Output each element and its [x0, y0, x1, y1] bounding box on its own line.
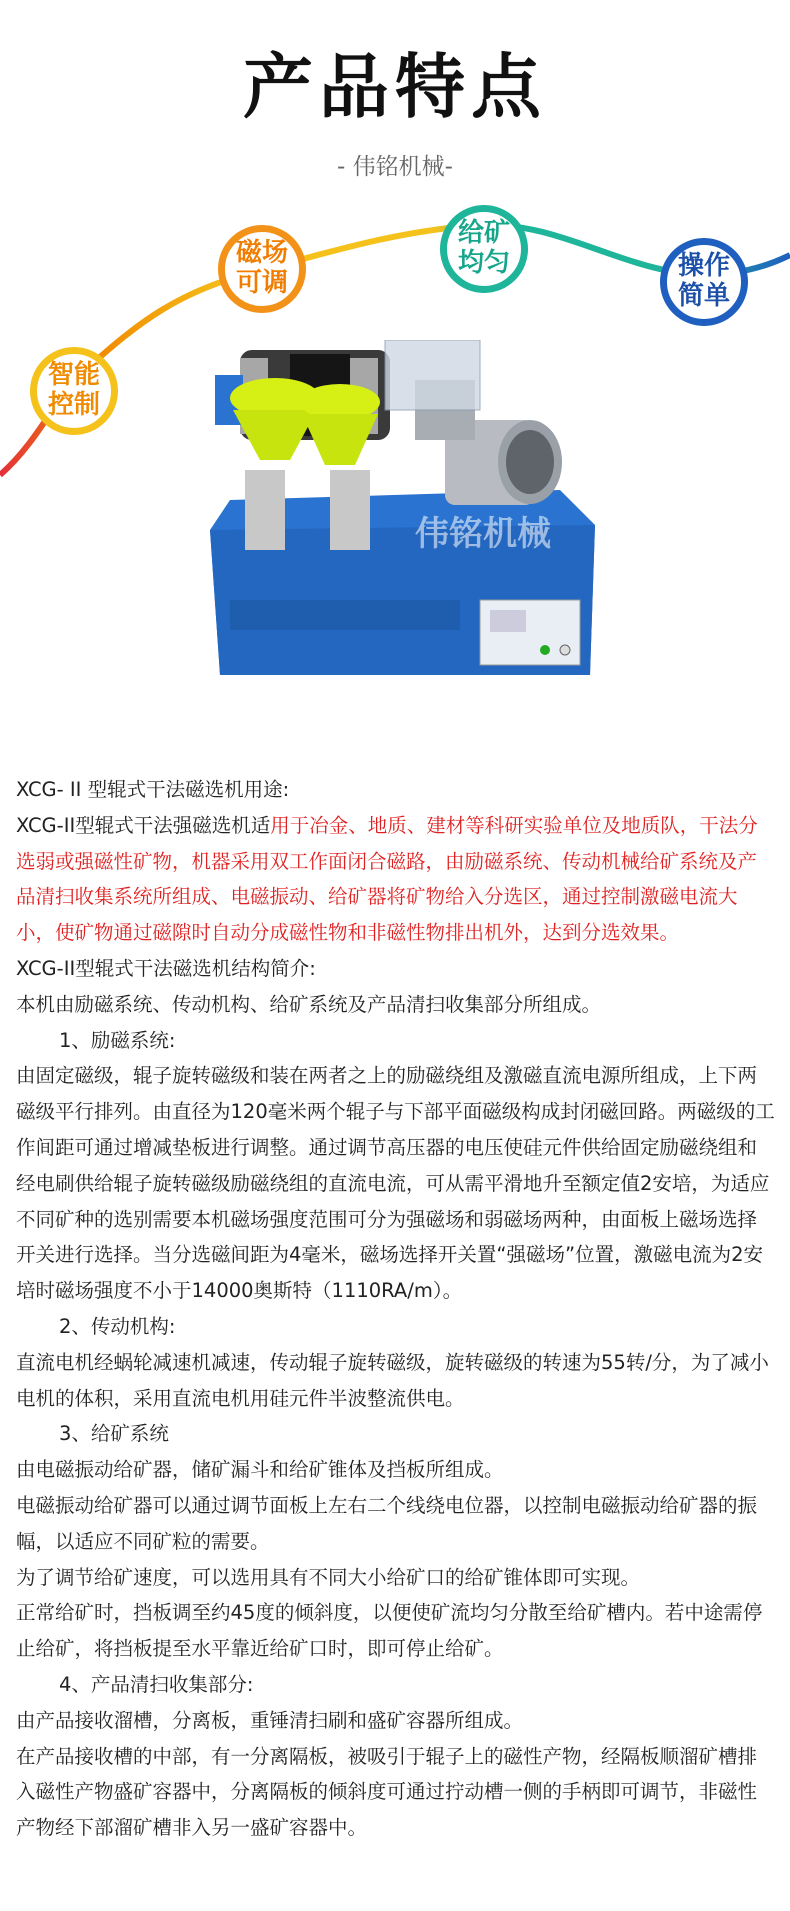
section-3-text-3: 为了调节给矿速度，可以选用具有不同大小给矿口的给矿锥体即可实现。 [16, 1565, 641, 1589]
section-2-heading: 2、传动机构: [59, 1314, 176, 1338]
usage-paragraph [16, 808, 776, 951]
feature-adjustable-field [218, 225, 306, 313]
feature-label: 控制 [47, 390, 100, 420]
section-4-text-1: 由产品接收溜槽，分离板，重锤清扫刷和盛矿容器所组成。 [16, 1708, 524, 1732]
feature-label: 智能 [47, 360, 100, 391]
feature-smart-control [30, 347, 118, 435]
structure-heading: XCG-II型辊式干法磁选机结构简介: [16, 956, 316, 980]
feature-label: 给矿 [457, 218, 510, 249]
section-3-text-4: 正常给矿时，挡板调至约45度的倾斜度，以便使矿流均匀分散至给矿槽内。若中途需停止给矿，将挡板提至水平靠近给矿口时，即可停止给矿。 [16, 1601, 763, 1661]
structure-intro: 本机由励磁系统、传动机构、给矿系统及产品清扫收集部分所组成。 [16, 992, 602, 1016]
machine-watermark: 伟铭机械 [415, 514, 551, 554]
description-body [16, 772, 776, 1846]
section-4-text-2: 在产品接收槽的中部，有一分离隔板，被吸引于辊子上的磁性产物，经隔板顺溜矿槽排入磁性产物盛矿容器中，分离隔板的倾斜度可通过拧动槽一侧的手柄即可调节，非磁性产物经下部溜矿槽非入另一盛矿容器中。 [16, 1744, 758, 1840]
feature-label: 磁场 [235, 238, 288, 269]
usage-heading: XCG- II 型辊式干法磁选机用途: [16, 778, 290, 801]
usage-intro: XCG-II型辊式干法强磁选机适 [16, 813, 271, 837]
section-3-heading: 3、给矿系统 [59, 1422, 169, 1446]
usage-highlight: 用于冶金、地质、建材等科研实验单位及地质队，干法分选弱或强磁性矿物，机器采用双工作面闭合磁路，由励磁系统、传动机械给矿系统及产品清扫收集系统所组成、电磁振动、给矿器将矿物给入分选区，通过控制激磁电流大小，使矿物通过磁隙时自动分成磁性物和非磁性物排出机外，达到分选效果。 [16, 813, 758, 945]
feature-label: 均匀 [457, 248, 510, 278]
machine-illustration [200, 340, 600, 680]
feature-label: 可调 [235, 268, 288, 298]
brand-subtitle: - 伟铭机械- [337, 154, 453, 180]
section-1-text: 由固定磁级，辊子旋转磁级和装在两者之上的励磁绕组及激磁直流电源所组成，上下两磁级平行排列。由直径为120毫米两个辊子与下部平面磁级构成封闭磁回路。两磁级的工作间距可通过增减垫板进行调整。通过调节高压器的电压使硅元件供给固定励磁绕组和经电刷供给辊子旋转磁级励磁绕组的直流电流，可从需平滑地升至额定值2安培，为适应不同矿种的选别需要本机磁场强度范围可分为强磁场和弱磁场两种，由面板上磁场选择开关进行选择。当分选磁间距为4毫米，磁场选择开关置“强磁场”位置，激磁电流为2安培时磁场强度不小于14000奥斯特（1110RA/m）。 [16, 1064, 775, 1303]
section-3-text-1: 由电磁振动给矿器，储矿漏斗和给矿锥体及挡板所组成。 [16, 1458, 504, 1482]
section-2-text: 直流电机经蜗轮减速机减速，传动辊子旋转磁级，旋转磁级的转速为55转/分，为了减小电机的体积，采用直流电机用硅元件半波整流供电。 [16, 1350, 769, 1410]
section-4-heading: 4、产品清扫收集部分: [59, 1672, 254, 1696]
section-1-heading: 1、励磁系统: [59, 1028, 176, 1052]
feature-label: 简单 [677, 281, 730, 311]
page-title: 产品特点 [243, 46, 547, 128]
feature-label: 操作 [677, 251, 730, 282]
feature-easy-operation [660, 238, 748, 326]
section-3-text-2: 电磁振动给矿器可以通过调节面板上左右二个线绕电位器，以控制电磁振动给矿器的振幅，以适应不同矿粒的需要。 [16, 1493, 758, 1553]
feature-even-feeding [440, 205, 528, 293]
